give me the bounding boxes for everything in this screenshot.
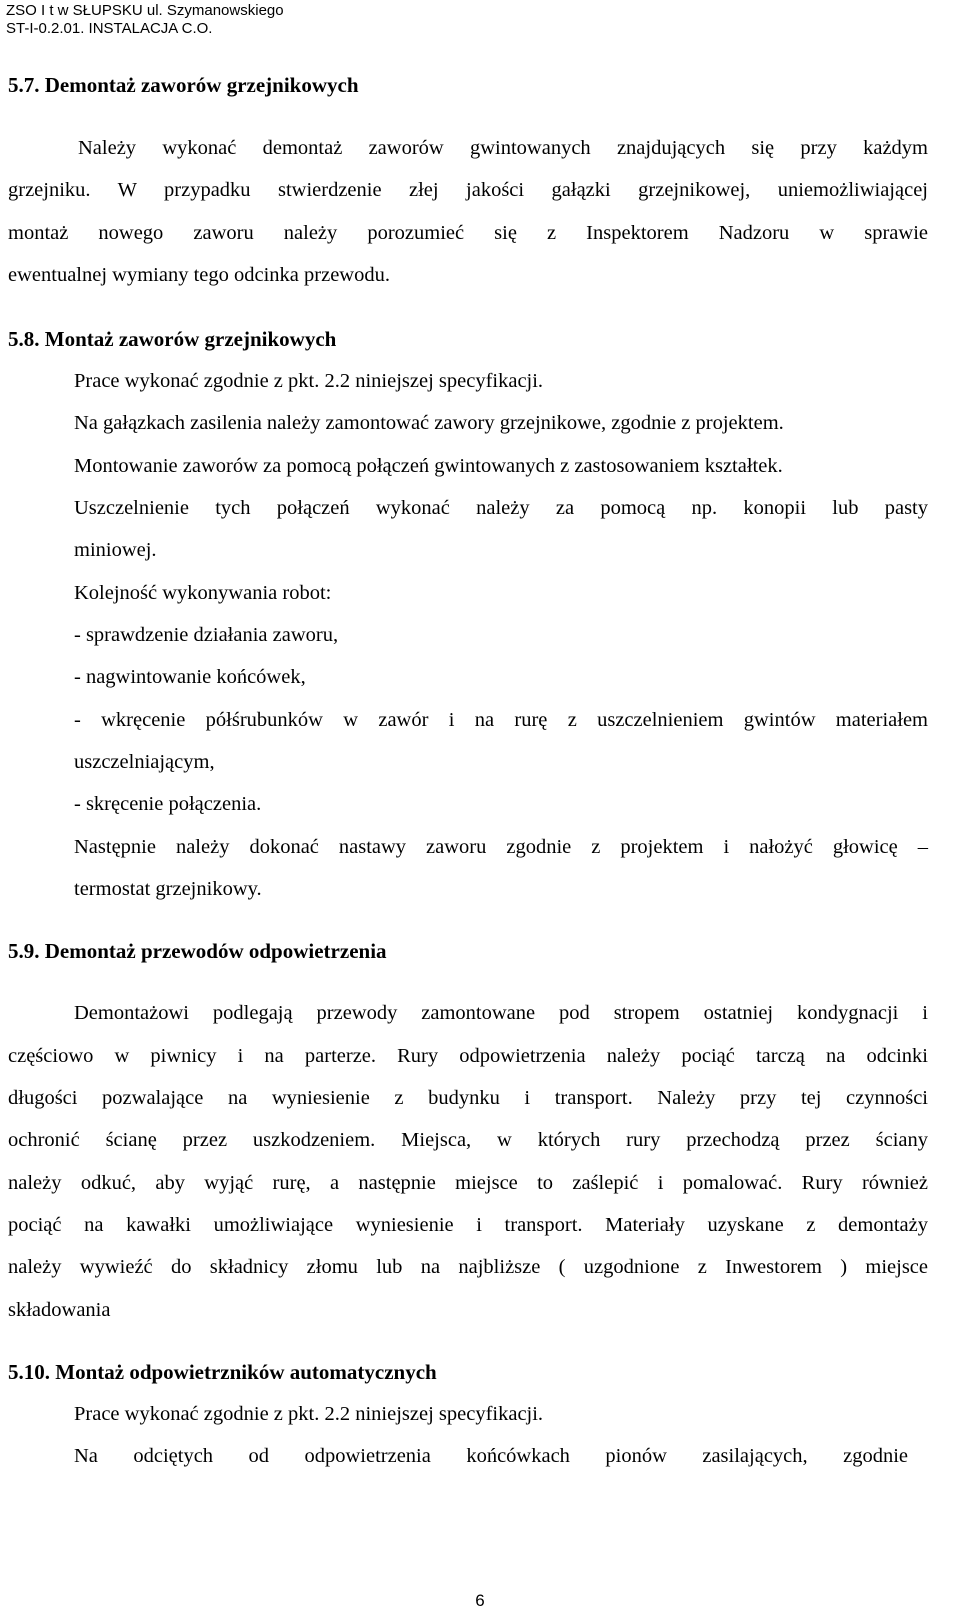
section-heading-5-10: 5.10. Montaż odpowietrzników automatycznych bbox=[8, 1360, 437, 1384]
paragraph-line: Prace wykonać zgodnie z pkt. 2.2 niniejszej specyfikacji. bbox=[74, 370, 544, 392]
paragraph-line: termostat grzejnikowy. bbox=[74, 878, 262, 900]
paragraph-line: montaż nowego zaworu należy porozumieć się z Inspektorem Nadzoru w sprawie bbox=[8, 222, 928, 244]
section-heading-5-7: 5.7. Demontaż zaworów grzejnikowych bbox=[8, 73, 359, 97]
list-item-continuation: uszczelniającym, bbox=[74, 751, 215, 773]
section-heading-5-8: 5.8. Montaż zaworów grzejnikowych bbox=[8, 327, 337, 351]
list-item: - wkręcenie półśrubunków w zawór i na rurę z uszczelnieniem gwintów materiałem bbox=[74, 709, 928, 731]
paragraph-line: Montowanie zaworów za pomocą połączeń gwintowanych z zastosowaniem kształtek. bbox=[74, 455, 783, 477]
paragraph-line: miniowej. bbox=[74, 539, 157, 561]
paragraph-line: częściowo w piwnicy i na parterze. Rury odpowietrzenia należy pociąć tarczą na odcinki bbox=[8, 1045, 928, 1067]
list-item: - sprawdzenie działania zaworu, bbox=[74, 624, 339, 646]
paragraph-line: długości pozwalające na wyniesienie z budynku i transport. Należy przy tej czynności bbox=[8, 1087, 928, 1109]
paragraph-line: Należy wykonać demontaż zaworów gwintowanych znajdujących się przy każdym bbox=[78, 137, 928, 159]
paragraph-line: Uszczelnienie tych połączeń wykonać należy za pomocą np. konopii lub pasty bbox=[74, 497, 928, 519]
section-heading-5-9: 5.9. Demontaż przewodów odpowietrzenia bbox=[8, 939, 387, 963]
paragraph-line: Prace wykonać zgodnie z pkt. 2.2 niniejszej specyfikacji. bbox=[74, 1403, 544, 1425]
paragraph-line: grzejniku. W przypadku stwierdzenie złej jakości gałązki grzejnikowej, uniemożliwiającej bbox=[8, 179, 928, 201]
paragraph-line: należy odkuć, aby wyjąć rurę, a następnie miejsce to zaślepić i pomalować. Rury również bbox=[8, 1172, 928, 1194]
list-item: - skręcenie połączenia. bbox=[74, 793, 262, 815]
paragraph-line: Na gałązkach zasilenia należy zamontować zawory grzejnikowe, zgodnie z projektem. bbox=[74, 412, 784, 434]
paragraph-line: pociąć na kawałki umożliwiające wyniesienie i transport. Materiały uzyskane z demontaży bbox=[8, 1214, 928, 1236]
paragraph-line: należy wywieźć do składnicy złomu lub na najbliższe ( uzgodnione z Inwestorem ) miejsce bbox=[8, 1256, 928, 1278]
page-number: 6 bbox=[475, 1591, 485, 1610]
paragraph-line: Demontażowi podlegają przewody zamontowane pod stropem ostatniej kondygnacji i bbox=[74, 1002, 928, 1024]
paragraph-line: składowania bbox=[8, 1299, 111, 1321]
paragraph-line: ewentualnej wymiany tego odcinka przewodu. bbox=[8, 264, 390, 286]
paragraph-line: Następnie należy dokonać nastawy zaworu zgodnie z projektem i nałożyć głowicę – bbox=[74, 836, 928, 858]
paragraph-line: ochronić ścianę przez uszkodzeniem. Miejsca, w których rury przechodzą przez ściany bbox=[8, 1129, 928, 1151]
list-item: - nagwintowanie końcówek, bbox=[74, 666, 306, 688]
header-line-1: ZSO I t w SŁUPSKU ul. Szymanowskiego bbox=[6, 2, 284, 19]
paragraph-line: Kolejność wykonywania robot: bbox=[74, 582, 332, 604]
paragraph-line: Na odciętych od odpowietrzenia końcówkach pionów zasilających, zgodnie bbox=[74, 1445, 908, 1467]
header-line-2: ST-I-0.2.01. INSTALACJA C.O. bbox=[6, 20, 213, 37]
